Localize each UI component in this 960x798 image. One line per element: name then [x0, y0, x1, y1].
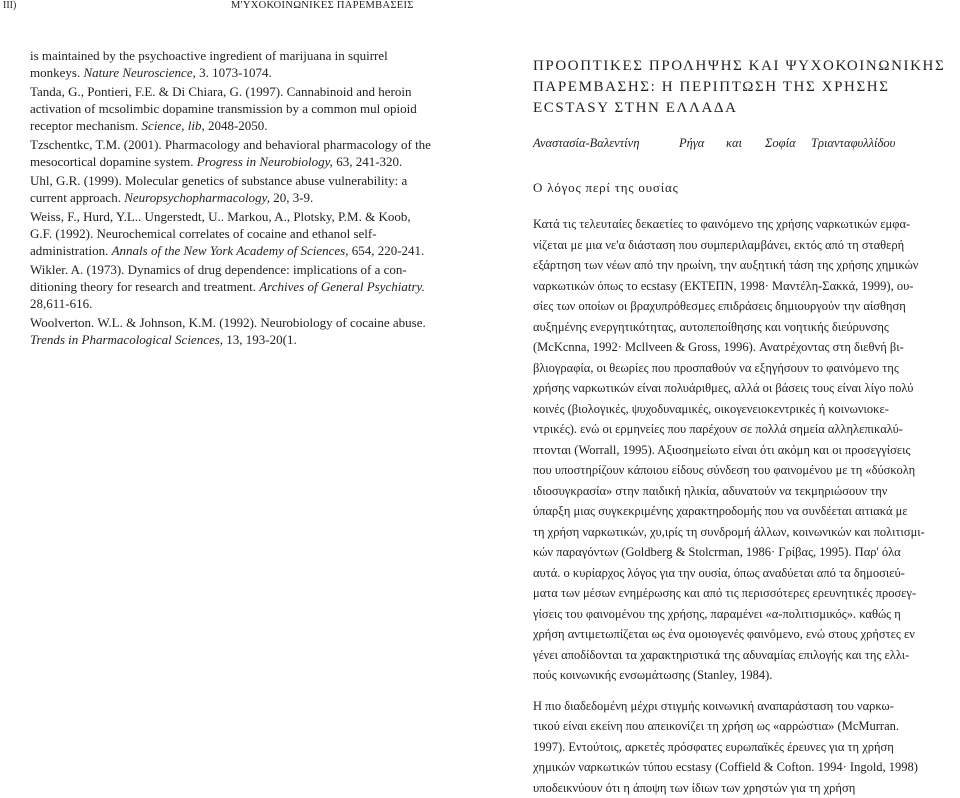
reference-text: 13, 193-20(1. [223, 332, 297, 347]
reference-text: activation of mcsolimbic dopamine transmission by a common mul opioid [30, 101, 417, 116]
reference-line [30, 83, 440, 100]
article-column [533, 56, 958, 798]
reference-line [30, 314, 440, 331]
reference-text: 28,611-616. [30, 296, 92, 311]
reference-text: Uhl, G.R. (1999). Molecular genetics of substance abuse vulnerability: a [30, 173, 407, 188]
reference-text: 654, 220-241. [348, 243, 424, 258]
reference-source: Archives of General Psychiatry. [259, 279, 425, 294]
reference-line [30, 208, 440, 225]
reference-text: mesocortical dopamine system. [30, 154, 197, 169]
body-line: (McKcnna, 1992· Mcllveen & Gross, 1996). Ανατρέχοντας στη διεθνή βι- [533, 337, 958, 358]
reference-line [30, 295, 440, 312]
reference-source: Nature Neuroscience, [83, 65, 195, 80]
reference-text: is maintained by the psychoactive ingredient of marijuana in squirrel [30, 48, 388, 63]
body-line: γένει αποδίδονται τα χαρακτηριστικά της αδυναμίας επιλογής και της ελλι- [533, 645, 958, 666]
reference-text: Tanda, G., Pontieri, F.E. & Di Chiara, G. (1997). Cannabinoid and heroin [30, 84, 411, 99]
article-body [533, 214, 958, 798]
reference-text: 20, 3-9. [270, 190, 313, 205]
paragraph [533, 696, 958, 798]
reference-line [30, 189, 440, 206]
body-line: ματα των μέσων ενημέρωσης και από τις περισσότερες ερευνητικές προσεγ- [533, 583, 958, 604]
article-title-line: ΠΑΡΕΜΒΑΣΗΣ: Η ΠΕΡΙΠΤΩΣΗ ΤΗΣ ΧΡΗΣΗΣ [533, 77, 958, 98]
body-line: γίσεις του φαινομένου της χρήσης, παραμένει «α-πολιτισμικός». καθώς η [533, 604, 958, 625]
body-line: τη χρήση ναρκωτικών, χυ,ιρίς τη συνδρομή άλλων, κοινωνικών και πολιτισμι- [533, 522, 958, 543]
reference-text: Wikler. A. (1973). Dynamics of drug dependence: implications of a con- [30, 262, 407, 277]
body-line: πούς κοινωνικής ενσωμάτωσης (Stanley, 1984). [533, 665, 958, 686]
page-number: III) [3, 0, 16, 11]
reference-text: 63, 241-320. [333, 154, 402, 169]
body-line: ναρκωτικών όπως το ecstasy (ΕΚΤΕΠΝ, 1998· Μαντέλη-Σακκά, 1999), ου- [533, 276, 958, 297]
body-line: Κατά τις τελευταίες δεκαετίες το φαινόμενο της χρήσης ναρκωτικών εμφα- [533, 214, 958, 235]
author-conjunction: και [726, 136, 742, 151]
reference-source: Trends in Pharmacological Sciences, [30, 332, 223, 347]
reference-line [30, 117, 440, 134]
body-line: που υποστηρίζουν κάποιου είδους σύνδεση του φαινομένου με τη «δύσκολη [533, 460, 958, 481]
body-line: πτονται (Worrall, 1995). Αξιοσημείωτο είναι ότι ακόμη και οι προσεγγίσεις [533, 440, 958, 461]
reference-line [30, 261, 440, 278]
article-authors [533, 136, 958, 154]
body-line: ντρικές). ενώ οι ερμηνείες που παρέχουν σε πολλά σημεία αλληλεπικαλύ- [533, 419, 958, 440]
author-first-name: Σοφία [765, 136, 796, 151]
body-line: κών παραγόντων (Goldberg & Stolcrman, 1986· Γρίβας, 1995). Παρ' όλα [533, 542, 958, 563]
reference-source: Annals of the New York Academy of Sciences, [112, 243, 349, 258]
body-line: νίζεται με μια νε'α διάσταση που συμπεριλαμβάνει, εκτός από τη σταθερή [533, 235, 958, 256]
body-line: κοινές (βιολογικές, ψυχοδυναμικές, οικογενειοκεντρικές ή κοινωνιοκε- [533, 399, 958, 420]
section-title: Ο λόγος περί της ουσίας [533, 180, 958, 196]
article-title [533, 56, 958, 119]
reference-line [30, 136, 440, 153]
reference-line [30, 331, 440, 348]
article-title-line: ΠΡΟΟΠΤΙΚΕΣ ΠΡΟΛΗΨΗΣ ΚΑΙ ΨΥΧΟΚΟΙΝΩΝΙΚΗΣ [533, 56, 958, 77]
reference-list [30, 47, 440, 348]
body-line: υποδεικνύουν ότι η άποψη των ίδιων των χρηστών για τη χρήση [533, 778, 958, 798]
author-surname: Ρήγα [679, 136, 704, 151]
reference-line [30, 172, 440, 189]
reference-text: current approach. [30, 190, 124, 205]
body-line: αυξημένης ενεργητικότητας, αυτοπεποίθησης και νοητικής διεύρυνσης [533, 317, 958, 338]
reference-text: 3. 1073-1074. [196, 65, 272, 80]
body-line: τικού είναι εκείνη που απεικονίζει τη χρήση ως «αρρώστια» (McMurran. [533, 716, 958, 737]
body-line: βλιογραφία, οι θεωρίες που προσπαθούν να εξηγήσουν το φαινόμενο της [533, 358, 958, 379]
running-title: Μ'ΥΧΟΚΟΙΝΩΝΙΚΕΣ ΠΑΡΕΜΒΑΣΕΙΣ [231, 0, 414, 11]
body-line: χρήση αντιμετωπίζεται ως ένα ομοιογενές φαινόμενο, ενώ στους χρήστες εν [533, 624, 958, 645]
body-line: εξάρτηση των νέων από την ηρωίνη, την αυξητική τάση της χρήσης χημικών [533, 255, 958, 276]
reference-line [30, 64, 440, 81]
body-line: χρήσης ναρκωτικών είναι πολυάριθμες, αλλά οι βάσεις τους είναι λίγο πολύ [533, 378, 958, 399]
reference-text: 2048-2050. [205, 118, 268, 133]
reference-line [30, 242, 440, 259]
author-surname: Τριανταφυλλίδου [811, 136, 895, 151]
reference-line [30, 225, 440, 242]
paragraph [533, 214, 958, 686]
reference-line [30, 153, 440, 170]
body-line: Η πιο διαδεδομένη μέχρι στιγμής κοινωνική αναπαράσταση του ναρκω- [533, 696, 958, 717]
reference-source: Neuropsychopharmacology, [124, 190, 270, 205]
reference-line [30, 278, 440, 295]
reference-line [30, 47, 440, 64]
reference-source: Progress in Neurobiology, [197, 154, 333, 169]
reference-text: monkeys. [30, 65, 83, 80]
reference-text: Woolverton. W.L. & Johnson, K.M. (1992). Neurobiology of cocaine abuse. [30, 315, 426, 330]
reference-text: Tzschentkc, T.M. (2001). Pharmacology and behavioral pharmacology of the [30, 137, 431, 152]
body-line: σίες των οποίων οι βραχυπρόθεσμες επιδράσεις δημιουργούν την αίσθηση [533, 296, 958, 317]
reference-text: G.F. (1992). Neurochemical correlates of cocaine and ethanol self- [30, 226, 377, 241]
reference-text: administration. [30, 243, 112, 258]
author-first-name: Αναστασία-Βαλεντίνη [533, 136, 639, 151]
body-line: χημικών ναρκωτικών τύπου ecstasy (Coffield & Cofton. 1994· Ingold, 1998) [533, 757, 958, 778]
body-line: ιδιοσυγκρασία» στην παιδική ηλικία, αδυνατούν να τεκμηριώσουν την [533, 481, 958, 502]
reference-text: ditioning theory for research and treatment. [30, 279, 259, 294]
body-line: αυτά. ο κυρίαρχος λόγος για την ουσία, όπως αναδύεται από τα δημοσιεύ- [533, 563, 958, 584]
reference-text: Weiss, F., Hurd, Y.L.. Ungerstedt, U.. Markou, A., Plotsky, P.M. & Koob, [30, 209, 411, 224]
article-title-line: ECSTASY ΣΤΗΝ ΕΛΛΑΔΑ [533, 98, 958, 119]
reference-source: Science, lib, [142, 118, 205, 133]
reference-line [30, 100, 440, 117]
body-line: ύπαρξη μιας συγκεκριμένης χαρακτηροδομής που να συνδέεται αιτιακά με [533, 501, 958, 522]
reference-text: receptor mechanism. [30, 118, 142, 133]
body-line: 1997). Εντούτοις, αρκετές πρόσφατες ευρωπαϊκές έρευνες για τη χρήση [533, 737, 958, 758]
